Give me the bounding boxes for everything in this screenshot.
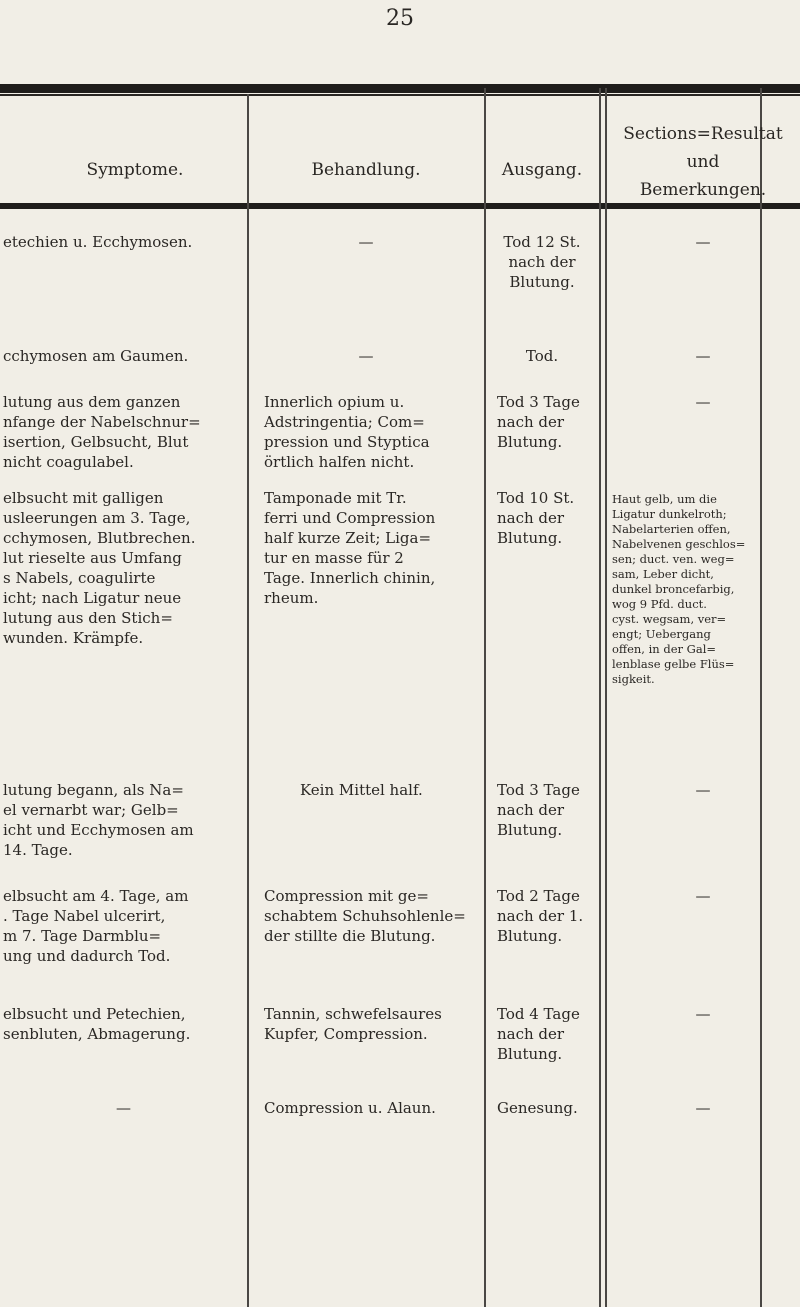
- row-7-symptoms: elbsucht und Petechien, senbluten, Abmagerung.: [3, 1005, 191, 1043]
- row-6-outcome: Tod 2 Tage nach der 1. Blutung.: [497, 887, 584, 945]
- row-3-outcome: Tod 3 Tage nach der Blutung.: [497, 393, 580, 451]
- row-5-outcome: Tod 3 Tage nach der Blutung.: [497, 781, 580, 839]
- row-1-outcome: Tod 12 St. nach der Blutung.: [503, 233, 581, 291]
- row-7-treatment: Tannin, schwefelsaures Kupfer, Compression.: [264, 1005, 442, 1043]
- row-5-section: —: [695, 781, 711, 799]
- row-2-treatment: —: [358, 347, 374, 365]
- row-4-symptoms: elbsucht mit galligen usleerungen am 3. Tage, cchymosen, Blutbrechen. lut rieselte aus Umfang s Nabels, coagulirte icht; nach Ligatur neue lutung aus den Stich= wunden. Krämpfe.: [3, 489, 196, 647]
- row-4-outcome: Tod 10 St. nach der Blutung.: [497, 489, 575, 547]
- row-2-section: —: [695, 347, 711, 365]
- column-divider-4: [760, 88, 762, 1307]
- top-rule-thin: [0, 94, 800, 96]
- row-8-section: —: [695, 1099, 711, 1117]
- row-6-treatment: Compression mit ge= schabtem Schuhsohlenle= der stillte die Blutung.: [264, 887, 466, 945]
- row-1-symptoms: etechien u. Ecchymosen.: [3, 233, 193, 251]
- row-5-symptoms: lutung begann, als Na= el vernarbt war; Gelb= icht und Ecchymosen am 14. Tage.: [3, 781, 194, 859]
- row-2-outcome: Tod.: [525, 347, 559, 365]
- row-2-symptoms: cchymosen am Gaumen.: [3, 347, 189, 365]
- row-6-section: —: [695, 887, 711, 905]
- header-section: Sections=Resultat und Bemerkungen.: [623, 124, 783, 200]
- row-3-section: —: [695, 393, 711, 411]
- row-7-section: —: [695, 1005, 711, 1023]
- row-4-treatment: Tamponade mit Tr. ferri und Compression half kurze Zeit; Liga= tur en masse für 2 Tage. Innerlich chinin, rheum.: [264, 489, 436, 607]
- row-4-section: Haut gelb, um die Ligatur dunkelroth; Nabelarterien offen, Nabelvenen geschlos= sen; duct. ven. weg= sam, Leber dicht, dunkel broncefarbig, wog 9 Pfd. duct. cyst. wegsam, ver= engt; Uebergang offen, in der Gal= lenblase gelbe Flüs= sigkeit.: [612, 492, 746, 686]
- row-6-symptoms: elbsucht am 4. Tage, am . Tage Nabel ulcerirt, m 7. Tage Darmblu= ung und dadurch Tod.: [3, 887, 189, 965]
- header-symptoms: Symptome.: [86, 160, 184, 180]
- column-divider-1: [247, 94, 249, 1307]
- row-1-treatment: —: [358, 233, 374, 251]
- top-rule: [0, 84, 800, 93]
- row-8-treatment: Compression u. Alaun.: [264, 1099, 436, 1117]
- row-7-outcome: Tod 4 Tage nach der Blutung.: [497, 1005, 580, 1063]
- row-1-section: —: [695, 233, 711, 251]
- row-8-outcome: Genesung.: [497, 1099, 578, 1117]
- column-divider-3: [599, 88, 601, 1307]
- page-number: 25: [386, 6, 414, 31]
- row-3-treatment: Innerlich opium u. Adstringentia; Com= pression und Styptica örtlich halfen nicht.: [264, 393, 430, 471]
- header-outcome: Ausgang.: [501, 160, 583, 180]
- row-8-symptoms: —: [116, 1099, 131, 1117]
- header-treatment: Behandlung.: [311, 160, 421, 180]
- column-divider-3b: [605, 88, 607, 1307]
- row-5-treatment: Kein Mittel half.: [300, 781, 423, 799]
- row-3-symptoms: lutung aus dem ganzen nfange der Nabelschnur= isertion, Gelbsucht, Blut nicht coagulabel.: [3, 393, 201, 471]
